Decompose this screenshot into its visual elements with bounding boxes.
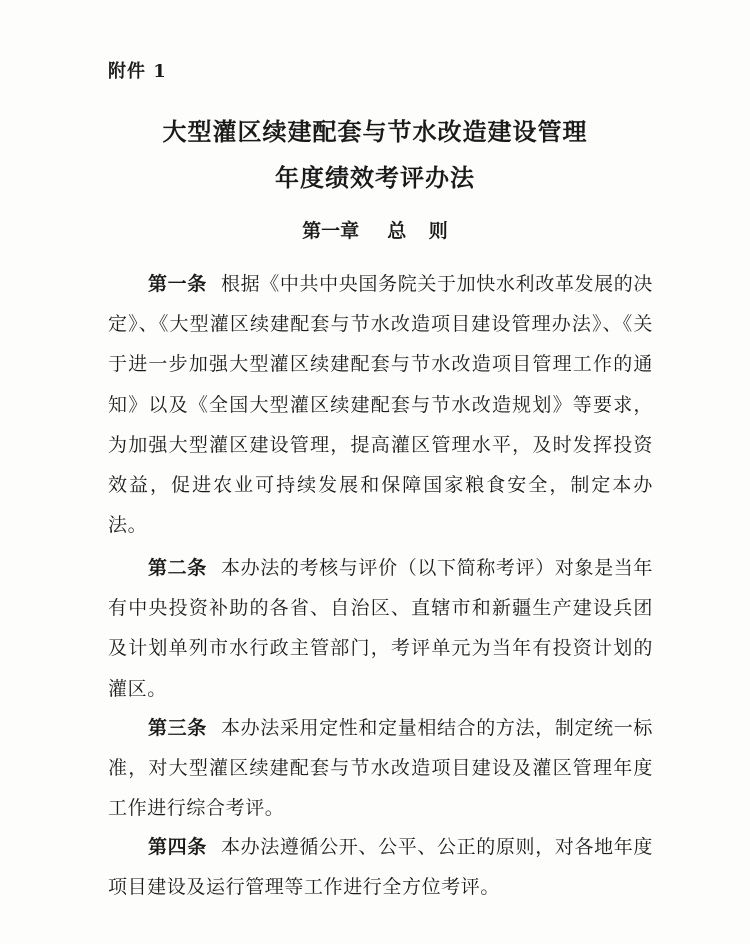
article-1-lead: 第一条 <box>148 273 207 295</box>
article-2-lead: 第二条 <box>148 557 207 579</box>
chapter-name: 总 则 <box>387 220 448 242</box>
article-2-text: 本办法的考核与评价（以下简称考评）对象是当年有中央投资补助的各省、自治区、直辖市和新疆生产建设兵团及计划单列市水行政主管部门，考评单元为当年有投资计划的灌区。 <box>108 557 653 700</box>
article-4-text: 本办法遵循公开、公平、公正的原则，对各地年度项目建设及运行管理等工作进行全方位考评。 <box>108 836 653 899</box>
document-title-line-2: 年度绩效考评办法 <box>275 163 475 192</box>
article-1 <box>108 264 653 545</box>
article-4 <box>108 827 653 907</box>
article-4-lead: 第四条 <box>148 836 207 858</box>
chapter-number: 第一章 <box>302 220 360 242</box>
article-2 <box>108 548 653 709</box>
document-title-line-1: 大型灌区续建配套与节水改造建设管理 <box>162 117 588 146</box>
article-3-text: 本办法采用定性和定量相结合的方法，制定统一标准，对大型灌区续建配套与节水改造项目建设及灌区管理年度工作进行综合考评。 <box>108 717 653 820</box>
article-3 <box>108 708 653 829</box>
article-3-lead: 第三条 <box>148 717 207 739</box>
article-1-text: 根据《中共中央国务院关于加快水利改革发展的决定》、《大型灌区续建配套与节水改造项目建设管理办法》、《关于进一步加强大型灌区续建配套与节水改造项目管理工作的通知》以及《全国大型灌区续建配套与节水改造规划》等要求，为加强大型灌区建设管理，提高灌区管理水平，及时发挥投资效益，促进农业可持续发展和保障国家粮食安全，制定本办法。 <box>108 273 653 537</box>
attachment-label: 附件 1 <box>108 61 167 82</box>
chapter-heading <box>0 216 750 243</box>
